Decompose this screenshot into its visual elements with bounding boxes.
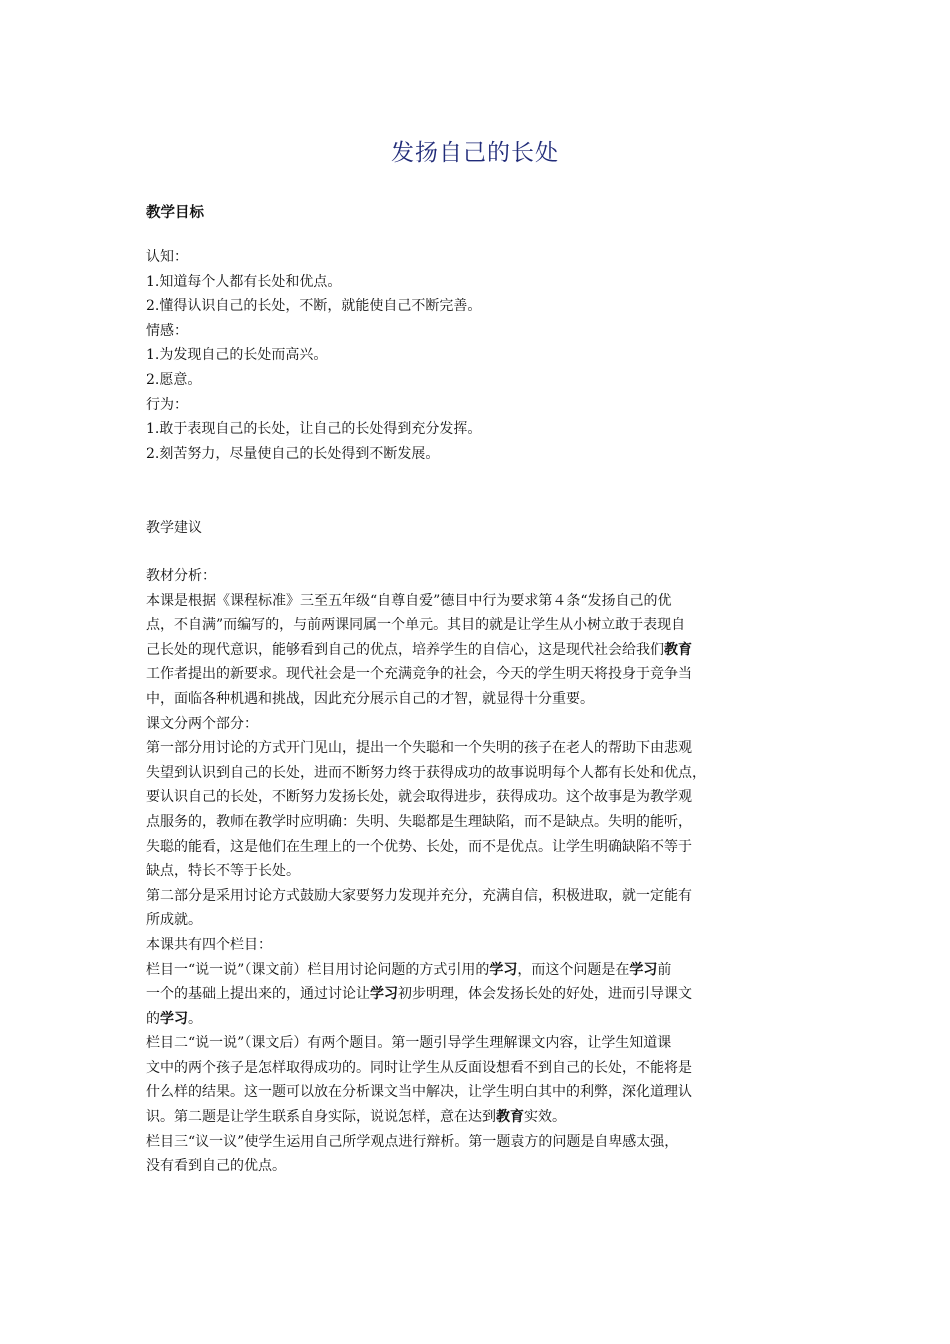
suggestions-heading: 教学建议 [146,520,202,536]
document-title: 发扬自己的长处 [391,140,559,166]
body-line [146,638,806,663]
body-line [146,1105,806,1130]
objectives-list [146,245,806,466]
body-text: 一个的基础上提出来的，通过讨论让 [146,986,370,1003]
body-line: 所成就。 [146,912,202,929]
body-line: 缺点，特长不等于长处。 [146,863,300,880]
objective-line: 2.愿意。 [146,371,202,388]
body-line: 栏目二“说一说”（课文后）有两个题目。第一题引导学生理解课文内容，让学生知道课 [146,1035,672,1052]
objective-line: 认知： [146,249,188,265]
body-line: 栏目三“议一议”使学生运用自己所学观点进行辩析。第一题袁方的问题是自卑感太强， [146,1133,679,1150]
body-line: 没有看到自己的优点。 [146,1158,286,1175]
body-text: 。 [188,1010,202,1027]
body-line: 点，不自满”而编写的，与前两课同属一个单元。其目的就是让学生从小树立敢于表现自 [146,617,686,634]
body-line: 要认识自己的长处，不断努力发扬长处，就会取得进步，获得成功。这个故事是为教学观 [146,789,692,806]
body-line: 文中的两个孩子是怎样取得成功的。同时让学生从反面设想看不到自己的长处，不能将是 [146,1059,692,1076]
body-line: 失望到认识到自己的长处，进而不断努力终于获得成功的故事说明每个人都有长处和优点， [146,764,706,781]
body-line: 第一部分用讨论的方式开门见山，提出一个失聪和一个失明的孩子在老人的帮助下由悲观 [146,740,692,757]
body-text: 的 [146,1010,160,1027]
objective-line: 情感： [146,322,188,339]
body-text: 初步明理，体会发扬长处的好处，进而引导课文 [398,986,692,1003]
body-line: 课文分两个部分： [146,715,258,732]
suggestions-heading-block [146,516,806,541]
body-line: 本课共有四个栏目： [146,936,272,953]
keyword-bold: 学习 [160,1010,188,1027]
body-text: 前 [657,961,672,978]
body-line: 本课是根据《课程标准》三至五年级“自尊自爱”德目中行为要求第４条“发扬自己的优 [146,592,672,609]
body-line: 点服务的，教师在教学时应明确：失明、失聪都是生理缺陷，而不是缺点。失明的能听， [146,813,692,830]
objective-line: 2.懂得认识自己的长处，不断，就能使自己不断完善。 [146,298,482,315]
body-line [146,1007,806,1032]
analysis-label: 教材分析： [146,568,216,584]
objective-line: 行为： [146,396,188,413]
body-line: 中，面临各种机遇和挑战，因此充分展示自己的才智，就显得十分重要。 [146,690,594,707]
objective-line: 2.刻苦努力，尽量使自己的长处得到不断发展。 [146,445,440,462]
body-text: 己长处的现代意识，能够看到自己的优点，培养学生的自信心，这是现代社会给我们 [146,641,664,658]
keyword-bold: 教育 [664,641,692,658]
objective-line: 1.敢于表现自己的长处，让自己的长处得到充分发挥。 [146,421,482,438]
body-text: ，而这个问题是在 [517,961,630,978]
keyword-bold: 学习 [489,961,518,978]
body-line: 第二部分是采用讨论方式鼓励大家要努力发现并充分，充满自信，积极进取，就一定能有 [146,887,692,904]
body-line [146,958,806,983]
keyword-bold: 学习 [370,986,398,1003]
body-text: 栏目一“说一说”（课文前）栏目用讨论问题的方式引用的 [146,961,490,978]
body-line: 失聪的能看，这是他们在生理上的一个优势、长处，而不是优点。让学生明确缺陷不等于 [146,838,692,855]
body-line: 工作者提出的新要求。现代社会是一个充满竞争的社会，今天的学生明天将投身于竞争当 [146,666,692,683]
body-text: 实效。 [524,1109,566,1126]
objectives-heading: 教学目标 [146,205,204,221]
body-line [146,982,806,1007]
keyword-bold: 教育 [496,1109,524,1126]
objective-line: 1.为发现自己的长处而高兴。 [146,347,328,364]
analysis-section [146,564,806,1179]
objective-line: 1.知道每个人都有长处和优点。 [146,273,342,290]
body-line: 什么样的结果。这一题可以放在分析课文当中解决，让学生明白其中的利弊，深化道理认 [146,1084,692,1101]
keyword-bold: 学习 [629,961,658,978]
body-text: 识。第二题是让学生联系自身实际，说说怎样，意在达到 [146,1109,496,1126]
